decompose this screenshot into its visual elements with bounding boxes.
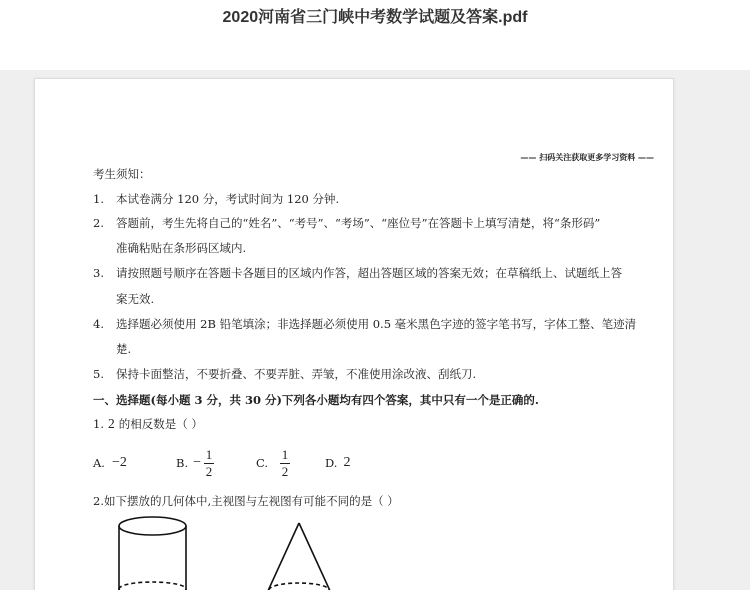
option-value: −2 bbox=[111, 455, 127, 470]
option-fraction bbox=[204, 448, 214, 479]
cylinder-hidden-edge bbox=[119, 582, 186, 589]
cone-right-side bbox=[299, 523, 331, 590]
option-a bbox=[93, 447, 127, 479]
notice-item-number: 3. bbox=[93, 266, 104, 280]
option-label: D. bbox=[325, 456, 338, 470]
option-label: B. bbox=[176, 456, 189, 470]
notice-item-text: 选择题必须使用 2B 铅笔填涂；非选择题必须使用 0.5 毫米黑色字迹的签字笔书写，字体工整、笔迹清 bbox=[116, 317, 637, 331]
notice-item-number: 2. bbox=[93, 216, 104, 230]
viewer-header bbox=[0, 0, 750, 70]
option-d bbox=[325, 447, 350, 479]
document-viewport[interactable] bbox=[0, 70, 750, 590]
fraction-numerator: 1 bbox=[281, 446, 289, 462]
notice-item-text-continued: 案无效. bbox=[116, 292, 155, 306]
option-label: A. bbox=[93, 456, 105, 470]
notice-item-text-continued: 准确粘贴在条形码区域内. bbox=[116, 241, 247, 255]
section-heading: 一、选择题(每小题 3 分，共 30 分)下列各小题均有四个答案，其中只有一个是正确的. bbox=[93, 393, 539, 407]
cylinder-figure bbox=[119, 517, 186, 590]
notice-item-text: 保持卡面整洁，不要折叠、不要弄脏、弄皱，不准使用涂改液、刮纸刀. bbox=[116, 367, 477, 381]
option-c bbox=[256, 447, 290, 479]
notice-item-text: 请按照题号顺序在答题卡各题目的区域内作答，超出答题区域的答案无效；在草稿纸上、试题纸上答 bbox=[116, 266, 622, 280]
notice-heading: 考生须知： bbox=[93, 167, 151, 181]
option-sign: − bbox=[193, 455, 202, 470]
option-b bbox=[176, 447, 214, 479]
notice-item-text: 答题前，考生先将自己的“姓名”、“考号”、“考场”、“座位号”在答题卡上填写清楚，将“条形码” bbox=[116, 216, 601, 230]
fraction-denominator: 2 bbox=[205, 463, 213, 479]
cylinder-top-ellipse bbox=[119, 517, 186, 535]
fraction-numerator: 1 bbox=[205, 446, 213, 462]
notice-item-text-continued: 楚. bbox=[116, 342, 132, 356]
notice-item-text: 本试卷满分 120 分，考试时间为 120 分钟. bbox=[116, 192, 340, 206]
question-text: 的相反数是（ ） bbox=[118, 417, 203, 431]
notice-item-number: 1. bbox=[93, 192, 104, 206]
question-math: 2 bbox=[107, 416, 115, 431]
cone-left-side bbox=[267, 523, 299, 590]
fraction-denominator: 2 bbox=[281, 463, 289, 479]
question-number: 1. bbox=[93, 417, 104, 431]
option-value: 2 bbox=[343, 455, 351, 470]
cone-hidden-edge bbox=[269, 583, 329, 590]
pdf-page bbox=[34, 78, 674, 590]
option-label: C. bbox=[256, 456, 269, 470]
question-number: 2. bbox=[93, 494, 104, 508]
cone-figure bbox=[267, 523, 331, 590]
notice-item-number: 5. bbox=[93, 367, 104, 381]
question-2 bbox=[93, 494, 399, 508]
page-watermark: —— 扫码关注获取更多学习资料 —— bbox=[520, 153, 654, 162]
question-1 bbox=[93, 417, 203, 431]
question-text: 如下摆放的几何体中,主视图与左视图有可能不同的是（ ） bbox=[103, 494, 399, 508]
document-title: 2020河南省三门峡中考数学试题及答案.pdf bbox=[222, 9, 528, 26]
option-fraction bbox=[280, 448, 290, 479]
notice-item-number: 4. bbox=[93, 317, 104, 331]
geometry-figures bbox=[35, 509, 674, 590]
